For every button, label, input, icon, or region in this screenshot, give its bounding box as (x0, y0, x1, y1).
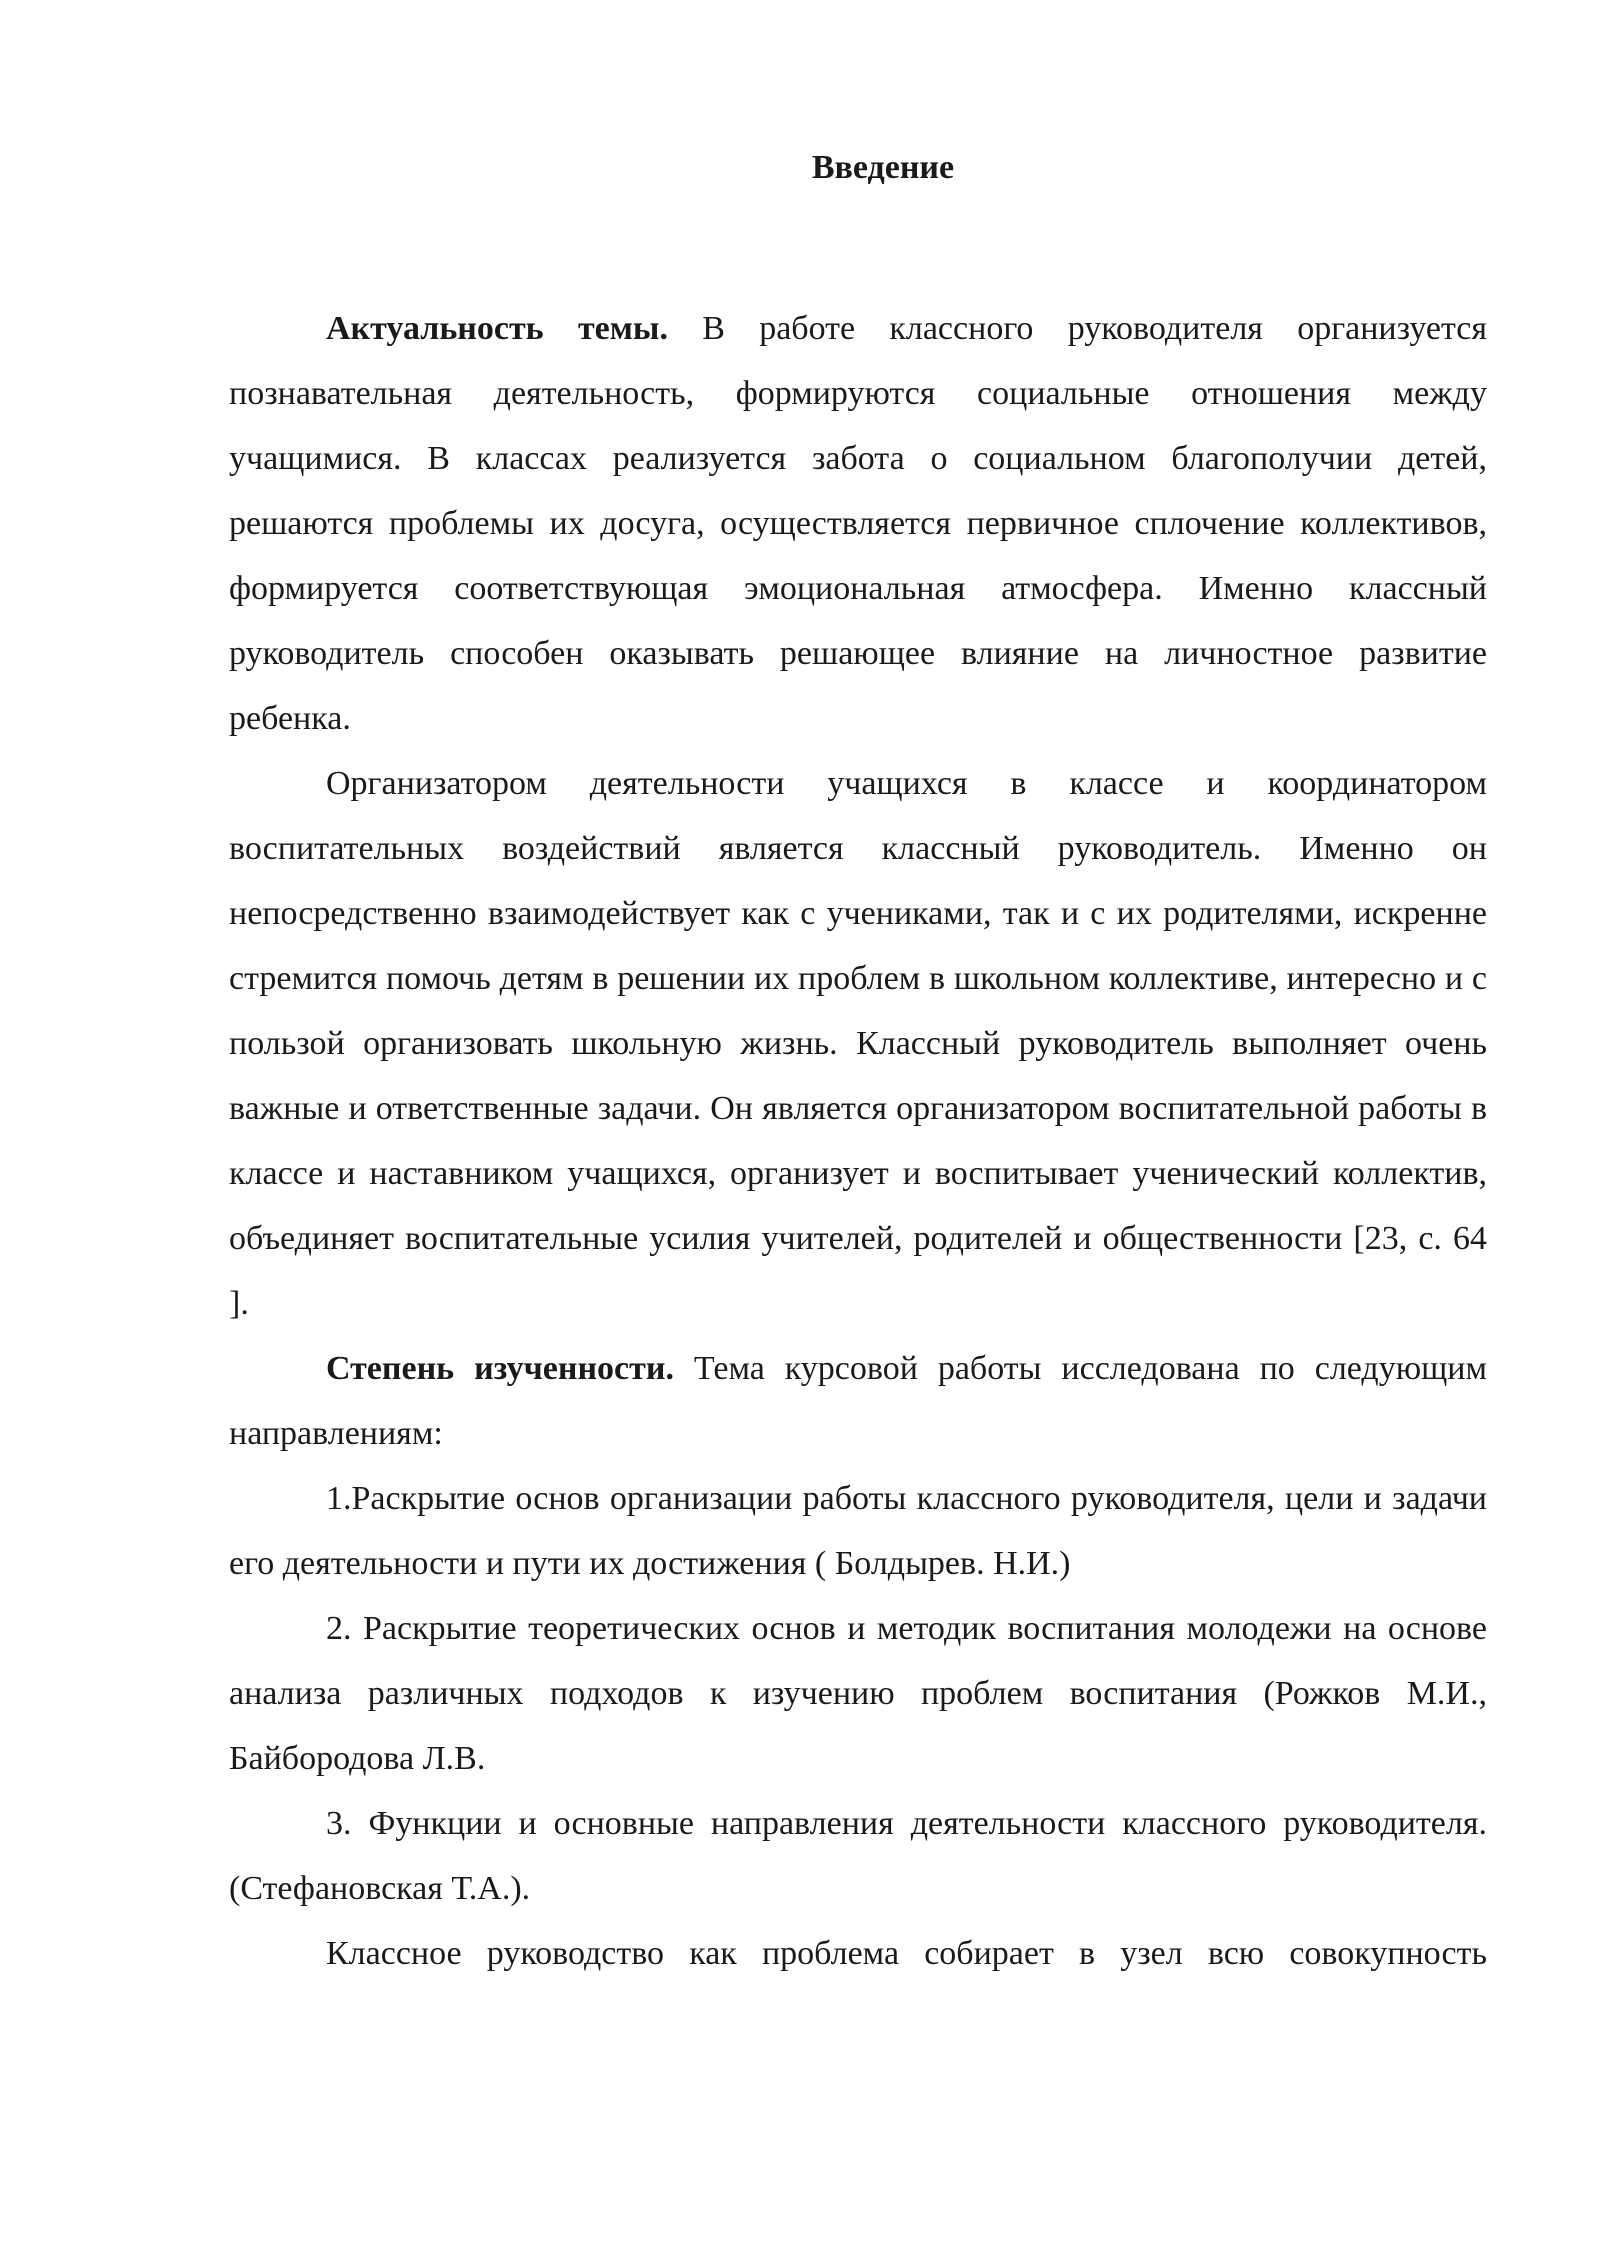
organizer-paragraph: Организатором деятельности учащихся в классе и координатором воспитательных воздействий является классный руководитель. Именно он непосредственно взаимодействует как с учениками, так и с их родителями, искренне стремится помочь детям в решении их проблем в школьном коллективе, интересно и с пользой организовать школьную жизнь. Классный руководитель выполняет очень важные и ответственные задачи. Он является организатором воспитательной работы в классе и наставником учащихся, организует и воспитывает ученический коллектив, объединяет воспитательные усилия учителей, родителей и общественности [23, с. 64 ]. (229, 765, 1487, 1322)
direction-item-2: 2. Раскрытие теоретических основ и методик воспитания молодежи на основе анализа различных подходов к изучению проблем воспитания (Рожков М.И., Байбородова Л.В. (229, 1610, 1487, 1777)
relevance-paragraph (229, 296, 1487, 751)
closing-paragraph: Классное руководство как проблема собирает в узел всю совокупность (326, 1935, 1487, 1972)
study-degree-paragraph (229, 1336, 1487, 1466)
relevance-lead: Актуальность темы. (326, 310, 668, 347)
direction-item-1: 1.Раскрытие основ организации работы классного руководителя, цели и задачи его деятельности и пути их достижения ( Болдырев. Н.И.) (229, 1480, 1487, 1582)
study-degree-text: Тема курсовой работы исследована по следующим направлениям: (229, 1350, 1488, 1452)
page-heading: Введение (811, 149, 955, 186)
relevance-text: В работе классного руководителя организуется познавательная деятельность, формируются социальные отношения между учащимися. В классах реализуется забота о социальном благополучии детей, решаются проблемы их досуга, осуществляется первичное сплочение коллективов, формируется соответствующая эмоциональная атмосфера. Именно классный руководитель способен оказывать решающее влияние на личностное развитие ребенка. (229, 310, 1487, 737)
direction-item-3: 3. Функции и основные направления деятельности классного руководителя.(Стефановская Т.А.). (229, 1805, 1487, 1907)
page-content (229, 148, 1487, 1986)
study-degree-lead: Степень изученности. (326, 1350, 674, 1387)
